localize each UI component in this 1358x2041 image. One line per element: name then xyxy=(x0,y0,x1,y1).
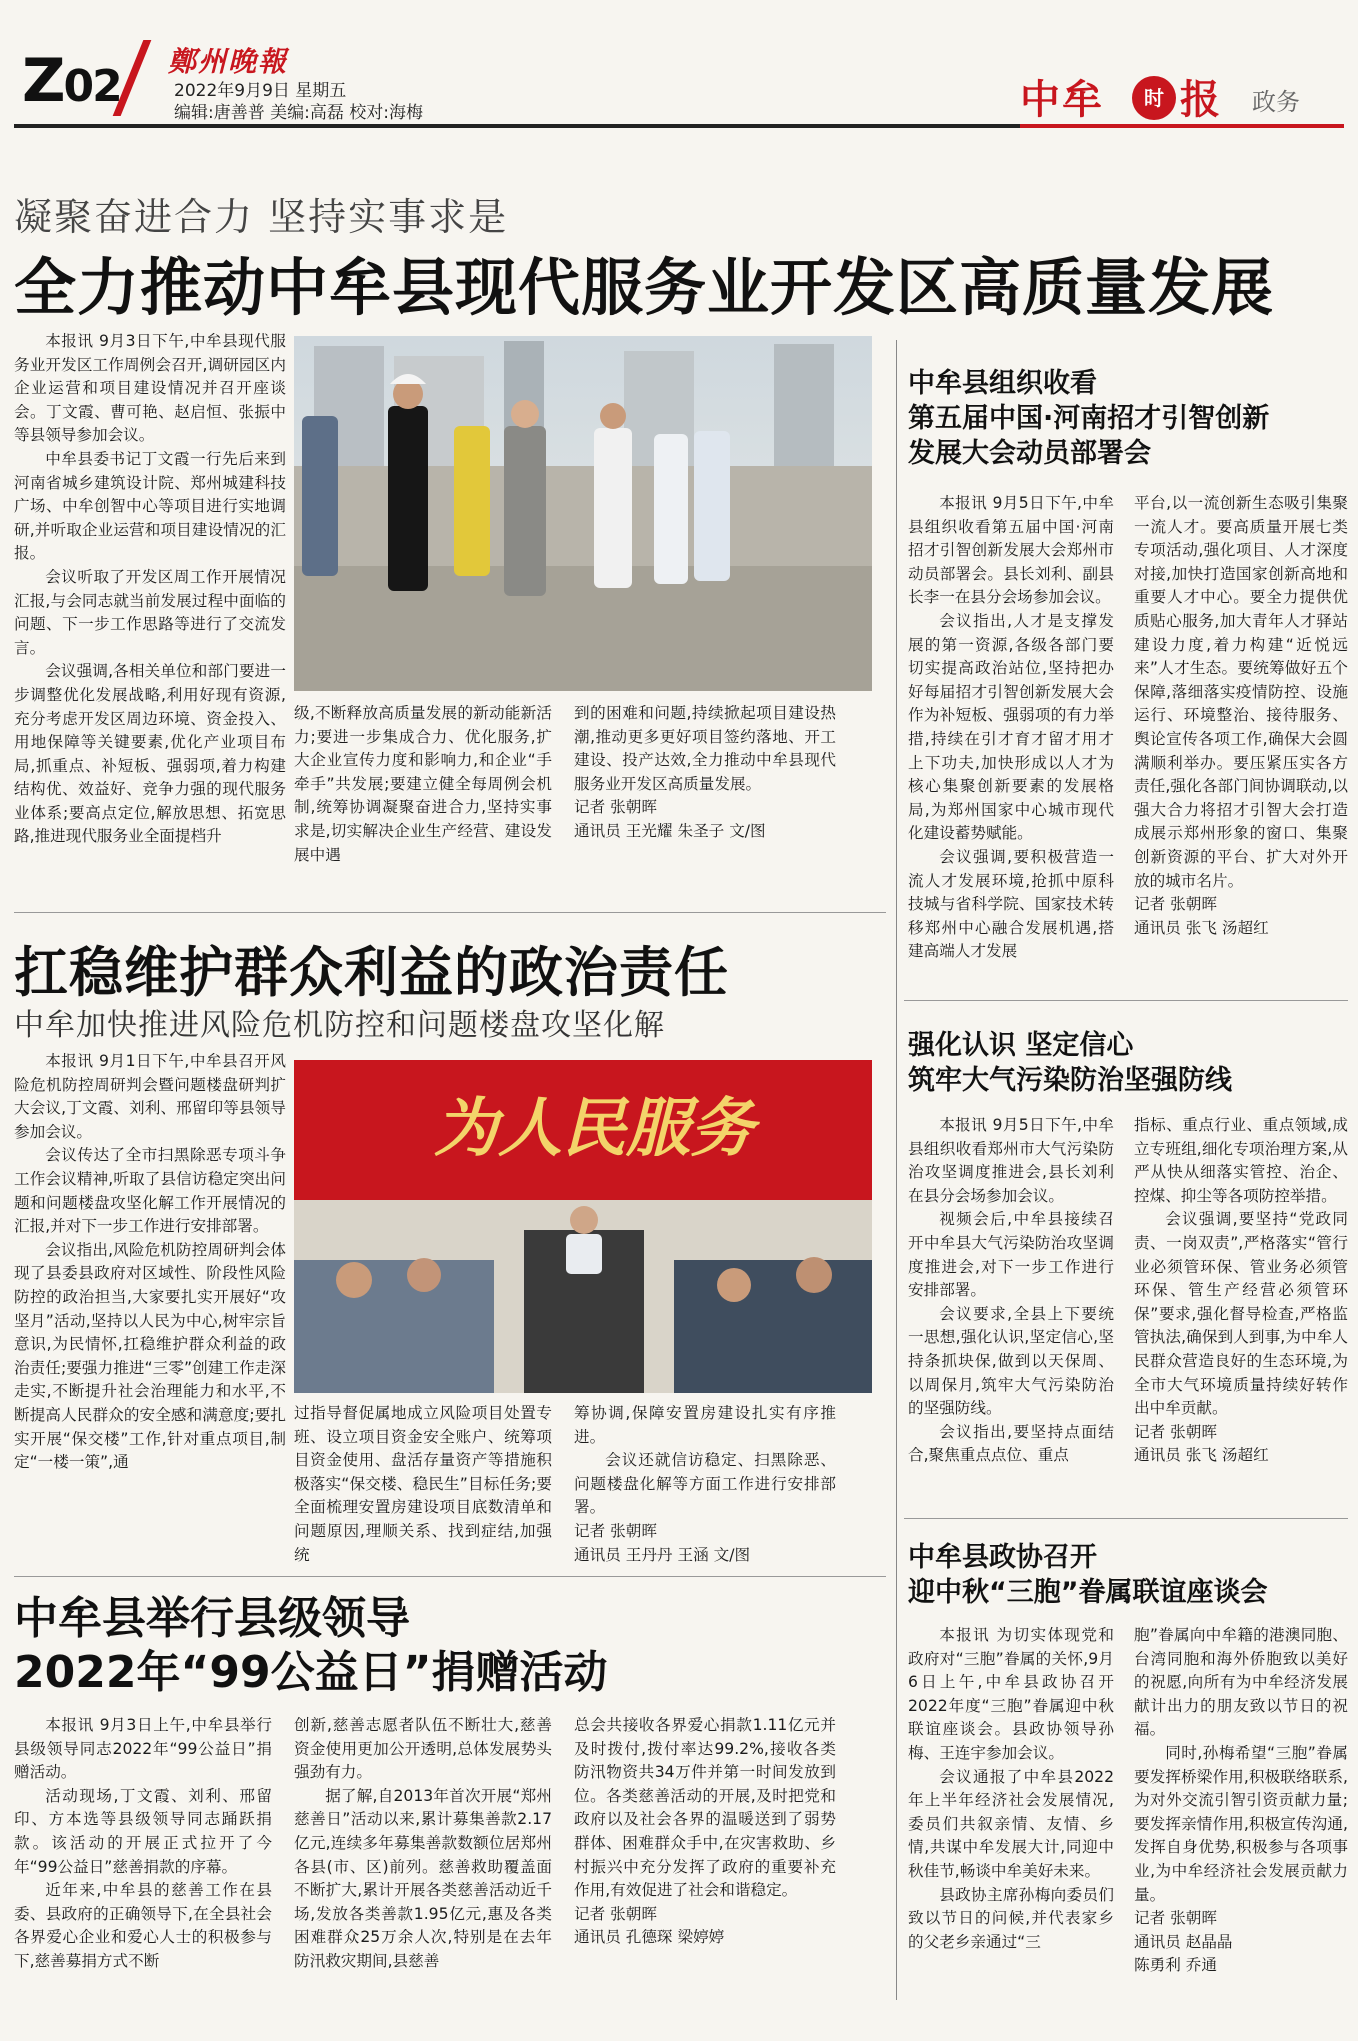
article6-column-2 xyxy=(1134,1624,1348,1978)
editor-credits: 编辑:唐善普 美编:高磊 校对:海梅 xyxy=(174,103,423,123)
paper-logo: 鄭州晚報 xyxy=(168,45,289,78)
paragraph: 会议还就信访稳定、扫黑除恶、问题楼盘化解等方面工作进行安排部署。 xyxy=(574,1451,836,1517)
paragraph: 会议通报了中牟县2022年上半年经济社会发展情况,委员们共叙亲情、友情、乡情,共谋中牟发展大计,同迎中秋佳节,畅谈中牟美好未来。 xyxy=(908,1767,1114,1880)
article4-photo-meeting xyxy=(294,1060,872,1393)
paragraph: 本报讯 9月3日下午,中牟县现代服务业开发区工作周例会召开,调研园区内企业运营和项目建设情况并召开座谈会。丁文霞、曹可艳、赵启恒、张振中等县领导参加会议。 xyxy=(14,332,286,445)
reporter-credit: 记者 张朝晖 xyxy=(1134,1909,1217,1928)
article5-column-2 xyxy=(294,1714,552,1974)
reporter-credit: 记者 张朝晖 xyxy=(574,1521,657,1540)
paragraph: 本报讯 9月1日下午,中牟县召开风险危机防控周研判会暨问题楼盘研判扩大会议,丁文霞、刘利、邢留印等县领导参加会议。 xyxy=(14,1052,286,1141)
paragraph: 会议指出,要坚持点面结合,聚焦重点点位、重点 xyxy=(908,1422,1114,1465)
paragraph: 会议传达了全市扫黑除恶专项斗争工作会议精神,听取了县信访稳定突出问题和问题楼盘攻坚化解工作开展情况的汇报,并对下一步工作进行安排部署。 xyxy=(14,1146,286,1236)
article1-kicker: 凝聚奋进合力 坚持实事求是 xyxy=(14,195,509,239)
article4-subtitle: 中牟加快推进风险危机防控和问题楼盘攻坚化解 xyxy=(14,1008,665,1043)
reporter-credit: 记者 张朝晖 xyxy=(1134,1422,1217,1441)
paragraph: 会议强调,要坚持“党政同责、一岗双责”,严格落实“管行业必须管环保、管业务必须管环保、管生产经营必须管环保”要求,强化督导检查,严格监管执法,确保到人到事,为中牟人民群众营造良好的生态环境,为全市大气环境质量持续好转作出中牟贡献。 xyxy=(1134,1210,1348,1418)
article2-column-2 xyxy=(1134,492,1348,940)
paragraph: 本报讯 为切实体现党和政府对“三胞”眷属的关怀,9月6日上午,中牟县政协召开2022年度“三胞”眷属迎中秋联谊座谈会。县政协领导孙梅、王连宇参加会议。 xyxy=(908,1626,1114,1762)
section-divider xyxy=(14,912,886,913)
article5-title: 中牟县举行县级领导 2022年“99公益日”捐赠活动 xyxy=(14,1593,608,1698)
section-divider xyxy=(14,1576,886,1577)
paragraph: 视频会后,中牟县接续召开中牟县大气污染防治攻坚调度推进会,对下一步工作进行安排部署。 xyxy=(908,1210,1114,1300)
paragraph: 本报讯 9月5日下午,中牟县组织收看郑州市大气污染防治攻坚调度推进会,县长刘利在县分会场参加会议。 xyxy=(908,1116,1114,1205)
paragraph: 会议指出,人才是支撑发展的第一资源,各级各部门要切实提高政治站位,坚持把办好每届招才引智创新发展大会作为补短板、强弱项的有力举措,持续在引才育才留才用才上下功夫,加快形成以人才为核心集聚创新要素的发展格局,为郑州国家中心城市现代化建设蓄势赋能。 xyxy=(908,611,1114,843)
paragraph: 中牟县委书记丁文霞一行先后来到河南省城乡建筑设计院、郑州城建科技广场、中牟创智中心等项目进行实地调研,并听取企业运营和项目建设情况的汇报。 xyxy=(14,449,286,563)
paragraph: 级,不断释放高质量发展的新动能新活力;要进一步集成合力、优化服务,扩大企业宣传力度和影响力,和企业“手牵手”共发展;要建立健全每周例会机制,统筹协调凝聚奋进合力,坚持实事求是,切实解决企业生产经营、建设发展中遇 xyxy=(294,704,552,864)
article2-column-1 xyxy=(908,492,1114,964)
paragraph: 本报讯 9月3日上午,中牟县举行县级领导同志2022年“99公益日”捐赠活动。 xyxy=(14,1716,272,1782)
article4-title: 扛稳维护群众利益的政治责任 xyxy=(14,941,729,1004)
paragraph: 平台,以一流创新生态吸引集聚一流人才。要高质量开展七类专项活动,强化项目、人才深度对接,加快打造国家创新高地和重要人才中心。要全力提供优质贴心服务,加大青年人才驿站建设力度,着力构建“近悦远来”人才生态。要统筹做好五个保障,落细落实疫情防控、设施运行、环境整治、接待服务、舆论宣传各项工作,确保大会圆满顺利举办。要压紧压实各方责任,强化各部门间协调联动,以强大合力将招才引智大会打造成展示郑州形象的窗口、集聚创新资源的平台、扩大对外开放的城市名片。 xyxy=(1134,494,1348,890)
paragraph: 本报讯 9月5日下午,中牟县组织收看第五届中国·河南招才引智创新发展大会郑州市动员部署会。县长刘利、副县长李一在县分会场参加会议。 xyxy=(908,494,1114,607)
article1-column-2 xyxy=(294,702,552,867)
paragraph: 到的困难和问题,持续掀起项目建设热潮,推动更多更好项目签约落地、开工建设、投产达效,全力推动中牟县现代服务业开发区高质量发展。 xyxy=(574,704,836,793)
section-divider xyxy=(904,1000,1348,1001)
brand-circle-badge: 时 xyxy=(1132,76,1176,120)
article3-column-2 xyxy=(1134,1114,1348,1468)
section-brand xyxy=(1020,64,1344,124)
paragraph: 创新,慈善志愿者队伍不断壮大,慈善资金使用更加公开透明,总体发展势头强劲有力。 xyxy=(294,1716,552,1782)
article1-column-3 xyxy=(574,702,836,844)
issue-date: 2022年9月9日 星期五 xyxy=(174,81,347,101)
paragraph: 会议听取了开发区周工作开展情况汇报,与会同志就当前发展过程中面临的问题、下一步工作思路等进行了交流发言。 xyxy=(14,567,286,657)
article5-column-3 xyxy=(574,1714,836,1950)
article5-column-1 xyxy=(14,1714,272,1974)
brand-left-text: 中牟 xyxy=(1020,77,1104,123)
article2-title: 中牟县组织收看 第五届中国·河南招才引智创新 发展大会动员部署会 xyxy=(908,368,1270,469)
section-divider xyxy=(904,1518,1348,1519)
paragraph: 会议强调,各相关单位和部门要进一步调整优化发展战略,利用好现有资源,充分考虑开发区周边环境、资金投入、用地保障等关键要素,优化产业项目布局,抓重点、补短板、强弱项,着力构建结构优、效益好、竞争力强的现代服务业体系;要高点定位,解放思想、拓宽思路,推进现代服务业全面提档升 xyxy=(14,662,286,846)
article4-column-2 xyxy=(294,1402,552,1567)
paragraph: 近年来,中牟县的慈善工作在县委、县政府的正确领导下,在全县社会各界爱心企业和爱心人士的积极参与下,慈善募捐方式不断 xyxy=(14,1881,272,1970)
correspondent-credit: 通讯员 张飞 汤超红 xyxy=(1134,1446,1269,1465)
article4-column-1 xyxy=(14,1050,286,1475)
paragraph: 胞”眷属向中牟籍的港澳同胞、台湾同胞和海外侨胞致以美好的祝愿,向所有为中牟经济发展献计出力的朋友致以节日的祝福。 xyxy=(1134,1626,1348,1739)
column-divider xyxy=(896,340,897,2000)
paragraph: 指标、重点行业、重点领域,成立专班组,细化专项治理方案,从严从快从细落实管控、治企、控煤、抑尘等各项防控举措。 xyxy=(1134,1116,1348,1205)
paragraph: 会议指出,风险危机防控周研判会体现了县委县政府对区域性、阶段性风险防控的政治担当,大家要扎实开展好“攻坚月”活动,坚持以人民为中心,树牢宗旨意识,为民情怀,扛稳维护群众利益的政治责任;要强力推进“三零”创建工作走深走实,不断提升社会治理能力和水平,不断提高人民群众的安全感和满意度;要扎实开展“保交楼”工作,针对重点项目,制定“一楼一策”,通 xyxy=(14,1240,286,1472)
article1-title: 全力推动中牟县现代服务业开发区高质量发展 xyxy=(14,251,1275,324)
correspondent-credit: 通讯员 孔德琛 梁婷婷 xyxy=(574,1928,725,1947)
paragraph: 会议强调,要积极营造一流人才发展环境,抢抓中原科技城与省科学院、国家技术转移郑州中心融合发展机遇,搭建高端人才发展 xyxy=(908,847,1114,961)
paragraph: 总会共接收各界爱心捐款1.11亿元并及时拨付,拨付率达99.2%,接收各类防汛物资共34万件并第一时间发放到位。各类慈善活动的开展,及时把党和政府以及社会各界的温暖送到了弱势群体、困难群众手中,在灾害救助、乡村振兴中充分发挥了政府的重要补充作用,有效促进了社会和谐稳定。 xyxy=(574,1716,836,1900)
article1-column-1 xyxy=(14,330,286,849)
paragraph: 据了解,自2013年首次开展“郑州慈善日”活动以来,累计募集善款2.17亿元,连续多年募集善款数额位居郑州各县(市、区)前列。慈善救助覆盖面不断扩大,累计开展各类慈善活动近千场,发放各类善款1.95亿元,惠及各类困难群众25万余人次,特别是在去年防汛救灾期间,县慈善 xyxy=(294,1786,552,1970)
article1-photo-site-visit xyxy=(294,336,872,691)
page-number: Z02 xyxy=(22,46,121,116)
correspondent-credit: 通讯员 赵晶晶 陈勇利 乔通 xyxy=(1134,1932,1233,1975)
reporter-credit: 记者 张朝晖 xyxy=(1134,895,1217,914)
masthead xyxy=(0,0,1358,130)
paragraph: 过指导督促属地成立风险项目处置专班、设立项目资金安全账户、统筹项目资金使用、盘活存量资产等措施积极落实“保交楼、稳民生”目标任务;要全面梳理安置房建设项目底数清单和问题原因,理顺关系、找到症结,加强统 xyxy=(294,1404,552,1564)
article6-column-1 xyxy=(908,1624,1114,1954)
paragraph: 活动现场,丁文霞、刘利、邢留印、方本选等县级领导同志踊跃捐款。该活动的开展正式拉开了今年“99公益日”慈善捐款的序幕。 xyxy=(14,1786,272,1876)
correspondent-credit: 通讯员 王光耀 朱圣子 文/图 xyxy=(574,821,766,840)
reporter-credit: 记者 张朝晖 xyxy=(574,798,657,817)
article3-title: 强化认识 坚定信心 筑牢大气污染防治坚强防线 xyxy=(908,1030,1232,1096)
brand-right-text: 报 xyxy=(1180,77,1220,123)
reporter-credit: 记者 张朝晖 xyxy=(574,1904,657,1923)
banner-calligraphy: 为人民服务 xyxy=(434,1091,754,1166)
article3-column-1 xyxy=(908,1114,1114,1468)
paragraph: 筹协调,保障安置房建设扎实有序推进。 xyxy=(574,1404,836,1446)
paragraph: 县政协主席孙梅向委员们致以节日的问候,并代表家乡的父老乡亲通过“三 xyxy=(908,1885,1114,1951)
header-rule-accent xyxy=(1020,124,1344,128)
paragraph: 会议要求,全县上下要统一思想,强化认识,坚定信心,坚持条抓块保,做到以天保周、以周保月,筑牢大气污染防治的坚强防线。 xyxy=(908,1304,1114,1418)
article6-title: 中牟县政协召开 迎中秋“三胞”眷属联谊座谈会 xyxy=(908,1542,1268,1608)
article4-column-3 xyxy=(574,1402,836,1567)
correspondent-credit: 通讯员 王丹丹 王涵 文/图 xyxy=(574,1545,751,1564)
paragraph: 同时,孙梅希望“三胞”眷属要发挥桥梁作用,积极联络联系,为对外交流引智引资贡献力量;要发挥亲情作用,积极宣传沟通,发挥自身优势,积极参与各项事业,为中牟经济社会发展贡献力量。 xyxy=(1134,1743,1348,1904)
correspondent-credit: 通讯员 张飞 汤超红 xyxy=(1134,918,1269,937)
section-name: 政务 xyxy=(1252,88,1300,116)
